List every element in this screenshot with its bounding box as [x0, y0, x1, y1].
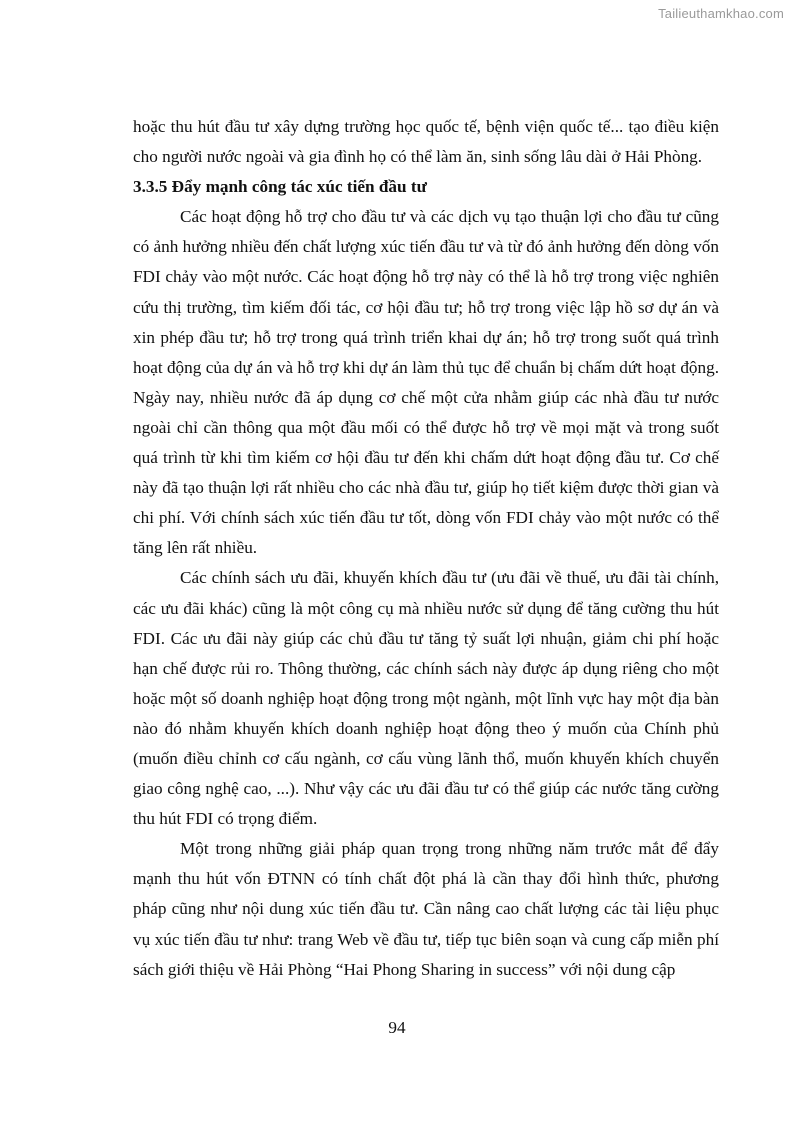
watermark: Tailieuthamkhao.com: [658, 6, 784, 21]
paragraph-continuation: hoặc thu hút đầu tư xây dựng trường học quốc tế, bệnh viện quốc tế... tạo điều kiện cho người nước ngoài và gia đình họ có thể làm ăn, sinh sống lâu dài ở Hải Phòng.: [133, 117, 719, 167]
section-heading: 3.3.5 Đẩy mạnh công tác xúc tiến đầu tư: [133, 177, 427, 197]
document-body: [133, 112, 719, 985]
paragraph-promotion-solutions: Một trong những giải pháp quan trọng trong những năm trước mắt để đẩy mạnh thu hút vốn ĐTNN có tính chất đột phá là cần thay đổi hình thức, phương pháp cũng như nội dung xúc tiến đầu tư. Cần nâng cao chất lượng các tài liệu phục vụ xúc tiến đầu tư như: trang Web về đầu tư, tiếp tục biên soạn và cung cấp miễn phí sách giới thiệu về Hải Phòng “Hai Phong Sharing in success” với nội dung cập: [133, 839, 719, 979]
page-number: 94: [388, 1018, 406, 1037]
paragraph-incentive-policies: Các chính sách ưu đãi, khuyến khích đầu tư (ưu đãi về thuế, ưu đãi tài chính, các ưu đãi khác) cũng là một công cụ mà nhiều nước sử dụng để tăng cường thu hút FDI. Các ưu đãi này giúp các chủ đầu tư tăng tỷ suất lợi nhuận, giảm chi phí hoặc hạn chế được rủi ro. Thông thường, các chính sách này được áp dụng riêng cho một hoặc một số doanh nghiệp hoạt động trong một ngành, một lĩnh vực hay một địa bàn nào đó nhằm khuyến khích doanh nghiệp hoạt động theo ý muốn của Chính phủ (muốn điều chỉnh cơ cấu ngành, cơ cấu vùng lãnh thổ, muốn khuyến khích chuyển giao công nghệ cao, ...). Như vậy các ưu đãi đầu tư có thể giúp các nước tăng cường thu hút FDI có trọng điểm.: [133, 568, 719, 829]
paragraph-support-activities: Các hoạt động hỗ trợ cho đầu tư và các dịch vụ tạo thuận lợi cho đầu tư cũng có ảnh hưởng nhiều đến chất lượng xúc tiến đầu tư và từ đó ảnh hưởng đến dòng vốn FDI chảy vào một nước. Các hoạt động hỗ trợ này có thể là hỗ trợ trong việc nghiên cứu thị trường, tìm kiếm đối tác, cơ hội đầu tư; hỗ trợ trong việc lập hồ sơ dự án và xin phép đầu tư; hỗ trợ trong quá trình triển khai dự án; hỗ trợ trong suốt quá trình hoạt động của dự án và hỗ trợ khi dự án làm thủ tục để chuẩn bị chấm dứt hoạt động. Ngày nay, nhiều nước đã áp dụng cơ chế một cửa nhằm giúp các nhà đầu tư nước ngoài chỉ cần thông qua một đầu mối có thể được hỗ trợ về mọi mặt và trong suốt quá trình từ khi tìm kiếm cơ hội đầu tư đến khi chấm dứt hoạt động đầu tư. Cơ chế này đã tạo thuận lợi rất nhiều cho các nhà đầu tư, giúp họ tiết kiệm được thời gian và chi phí. Với chính sách xúc tiến đầu tư tốt, dòng vốn FDI chảy vào một nước có thể tăng lên rất nhiều.: [133, 207, 719, 558]
